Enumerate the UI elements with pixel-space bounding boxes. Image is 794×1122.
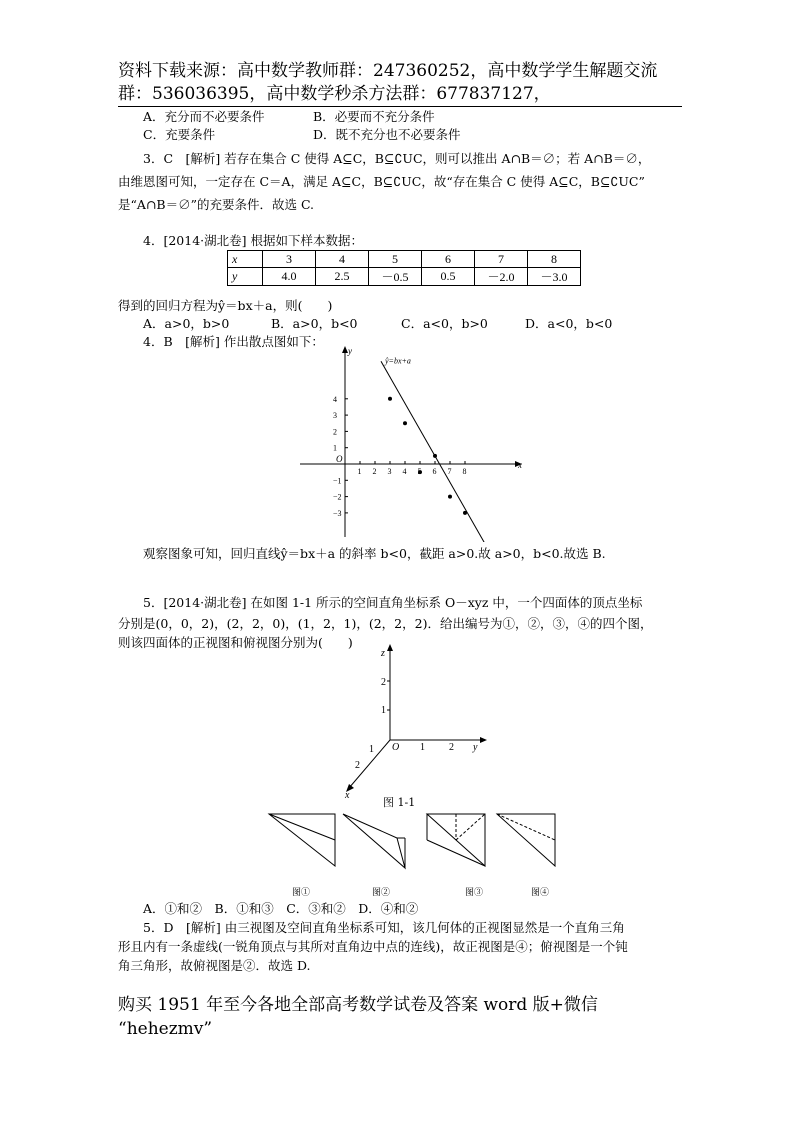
y-tick-label: −2 — [333, 492, 342, 502]
view-3-label: 图③ — [465, 887, 484, 897]
scatter-point — [463, 511, 467, 515]
header-line-2: 群：536036395，高中数学秒杀方法群：677837127， — [118, 84, 551, 104]
z-axis-label: z — [381, 648, 385, 659]
x-tick-label: 3 — [387, 467, 392, 476]
table-row-x — [228, 251, 581, 268]
view-1 — [269, 814, 335, 897]
table-cell: 5 — [369, 251, 422, 268]
q5-stem-line-2: 分别是(0，0，2)，(2，2，0)，(1，2，1)，(2，2，2)．给出编号为①，②，③，④的四个图， — [118, 616, 653, 631]
table-cell: －0.5 — [369, 268, 422, 286]
y-tick-label: 1 — [333, 443, 337, 453]
view-1-label: 图① — [292, 887, 311, 897]
y-tick-label: 3 — [333, 411, 337, 421]
y-axis-label: y — [473, 742, 478, 753]
y-tick-2: 2 — [449, 742, 454, 753]
q5-stem-line-3: 则该四面体的正视图和俯视图分别为( ) — [118, 635, 353, 650]
q4-stem: 4．[2014·湖北卷] 根据如下样本数据： — [143, 233, 363, 248]
q3-answer-line-2: 由维恩图可知，一定存在 C＝A，满足 A⊆C，B⊆∁UC，故“存在集合 C 使得 A⊆C，B⊆∁UC” — [118, 174, 645, 189]
z-axis-arrow — [387, 644, 393, 651]
table-cell: 6 — [422, 251, 475, 268]
header-rule — [118, 106, 682, 107]
x-tick-label: 7 — [447, 467, 452, 476]
y-tick-label: −3 — [333, 508, 342, 518]
q3-option-c: C．充要条件 — [143, 127, 216, 142]
view-2 — [343, 814, 405, 897]
table-cell: 2.5 — [316, 268, 369, 286]
view-3 — [427, 814, 485, 897]
q4-regression-stem: 得到的回归方程为ŷ＝bx＋a，则( ) — [118, 298, 333, 313]
x-tick-1: 1 — [369, 744, 374, 755]
q4-option-a: A．a>0，b>0 — [143, 316, 230, 331]
view-4 — [497, 814, 555, 897]
x-axis-label: x — [345, 790, 350, 800]
q5-answer-line-3: 角三角形，故俯视图是②．故选 D. — [118, 958, 311, 973]
q5-stem-line-1: 5．[2014·湖北卷] 在如图 1-1 所示的空间直角坐标系 O－xyz 中，一个四面体的顶点坐标 — [143, 595, 643, 610]
q5-answer-line-2: 形且内有一条虚线(一锐角顶点与其所对直角边中点的连线)，故正视图是④；俯视图是一个钝 — [118, 939, 628, 954]
table-cell: 0.5 — [422, 268, 475, 286]
table-cell: 7 — [475, 251, 528, 268]
coordinate-axes-figure — [335, 640, 495, 800]
table-row-label: x — [228, 251, 263, 268]
y-tick-label: 2 — [333, 427, 337, 437]
scatter-point — [418, 470, 422, 474]
scatter-plot — [290, 342, 530, 542]
x-tick-label: 4 — [402, 467, 407, 476]
q4-option-b: B．a>0，b<0 — [271, 316, 358, 331]
q3-option-d: D．既不充分也不必要条件 — [313, 127, 461, 142]
view-4-label: 图④ — [531, 887, 550, 897]
regression-line — [381, 361, 486, 542]
footer-line-2: “hehezmv” — [118, 1019, 213, 1039]
footer-note — [118, 993, 678, 1041]
header-source-note — [118, 60, 678, 106]
y-tick-1: 1 — [420, 742, 425, 753]
q4-option-c: C．a<0，b>0 — [401, 316, 488, 331]
table-cell: 3 — [263, 251, 316, 268]
y-tick-label: −1 — [333, 476, 342, 486]
q3-answer-line-1: 3．C [解析] 若存在集合 C 使得 A⊆C，B⊆∁UC，则可以推出 A∩B＝∅；若 A∩B＝∅， — [143, 151, 651, 166]
table-cell: 4.0 — [263, 268, 316, 286]
x-axis-label: x — [518, 460, 522, 470]
table-row-y — [228, 268, 581, 286]
table-cell: －2.0 — [475, 268, 528, 286]
q5-options: A．①和② B．①和③ C．③和② D．④和② — [143, 901, 419, 916]
q3-option-b: B．必要而不充分条件 — [313, 109, 435, 124]
x-tick-label: 1 — [357, 467, 362, 476]
x-tick-label: 2 — [372, 467, 377, 476]
figure-caption: 图 1-1 — [383, 796, 416, 809]
three-view-options — [265, 810, 565, 902]
y-axis-arrow — [480, 737, 487, 743]
x-tick-2: 2 — [355, 760, 360, 771]
y-axis-label: y — [348, 346, 352, 356]
table-cell: 4 — [316, 251, 369, 268]
q4-answer-line-2: 观察图象可知，回归直线ŷ＝bx＋a 的斜率 b<0，截距 a>0.故 a>0，b<0.故选 B. — [143, 546, 606, 561]
origin-label: O — [392, 742, 400, 753]
x-tick-label: 6 — [432, 467, 437, 476]
header-line-1: 资料下载来源：高中数学教师群：247360252，高中数学学生解题交流 — [118, 61, 658, 81]
q4-option-d: D．a<0，b<0 — [525, 316, 613, 331]
scatter-point — [448, 495, 452, 499]
q3-option-a: A．充分而不必要条件 — [143, 109, 265, 124]
y-tick-label: 4 — [333, 394, 337, 404]
origin-label: O — [336, 454, 343, 464]
scatter-point — [403, 421, 407, 425]
regression-line-label: ŷ=bx+a — [385, 356, 411, 366]
scatter-point — [433, 454, 437, 458]
scatter-point — [388, 397, 392, 401]
q5-answer-line-1: 5．D [解析] 由三视图及空间直角坐标系可知，该几何体的正视图显然是一个直角三角 — [143, 920, 625, 935]
z-tick-2: 2 — [381, 677, 386, 688]
q4-answer-line-1: 4．B [解析] 作出散点图如下： — [143, 334, 324, 349]
table-row-label: y — [228, 268, 263, 286]
z-tick-1: 1 — [381, 705, 386, 716]
table-cell: 8 — [528, 251, 581, 268]
sample-data-table — [227, 250, 581, 286]
q3-answer-line-3: 是“A∩B＝∅”的充要条件．故选 C. — [118, 197, 315, 212]
view-2-label: 图② — [372, 887, 391, 897]
footer-line-1: 购买 1951 年至今各地全部高考数学试卷及答案 word 版+微信 — [118, 995, 598, 1015]
x-tick-label: 8 — [462, 467, 467, 476]
table-cell: －3.0 — [528, 268, 581, 286]
